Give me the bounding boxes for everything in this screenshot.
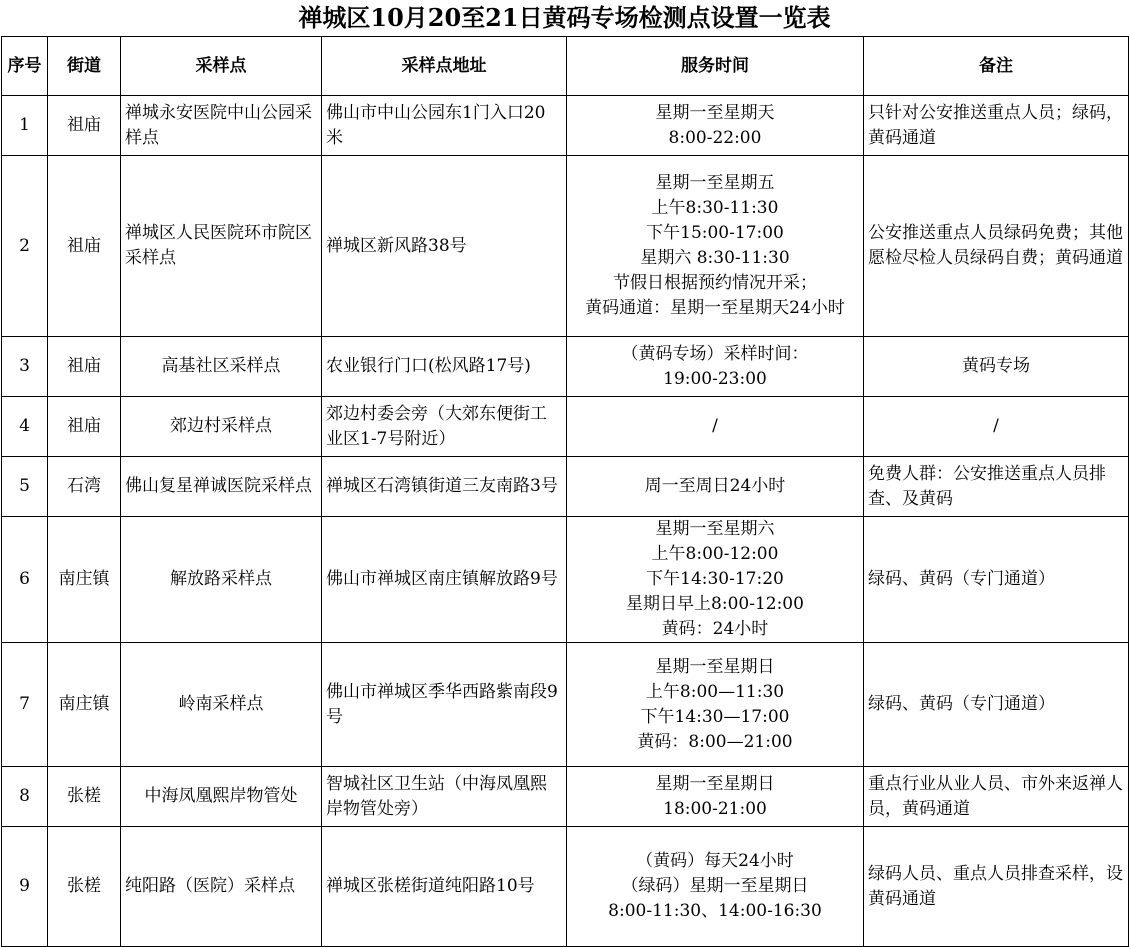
cell-site: 纯阳路（医院）采样点 — [121, 827, 322, 947]
cell-note: 重点行业从业人员、市外来返禅人员，黄码通道 — [864, 767, 1129, 827]
cell-street: 南庄镇 — [48, 643, 121, 767]
cell-address: 禅城区张槎街道纯阳路10号 — [322, 827, 567, 947]
cell-address: 佛山市中山公园东1门入口20米 — [322, 96, 567, 156]
cell-note: / — [864, 397, 1129, 457]
table-row — [2, 517, 1129, 643]
cell-address: 禅城区新风路38号 — [322, 156, 567, 337]
time-line: 星期一至星期天 — [655, 102, 775, 123]
header-note: 备注 — [864, 37, 1129, 96]
time-line: 18:00-21:00 — [663, 798, 767, 819]
cell-no: 1 — [2, 96, 48, 156]
time-line: 下午14:30-17:20 — [646, 569, 784, 589]
cell-street: 祖庙 — [48, 96, 121, 156]
cell-site: 佛山复星禅诚医院采样点 — [121, 457, 322, 517]
cell-no: 8 — [2, 767, 48, 827]
cell-note: 公安推送重点人员绿码免费；其他愿检尽检人员绿码自费；黄码通道 — [864, 156, 1129, 337]
time-line: 星期六 8:30-11:30 — [640, 248, 790, 268]
time-line: 上午8:30-11:30 — [651, 198, 779, 218]
cell-note: 绿码人员、重点人员排查采样，设黄码通道 — [864, 827, 1129, 947]
time-line: 上午8:00-12:00 — [651, 544, 779, 564]
time-line: 黄码：8:00—21:00 — [637, 731, 793, 752]
cell-note: 绿码、黄码（专门通道） — [864, 643, 1129, 767]
time-line: （黄码专场）采样时间： — [621, 343, 809, 364]
time-line: 黄码：24小时 — [661, 619, 769, 639]
time-line: 上午8:00—11:30 — [645, 681, 785, 702]
cell-street: 张槎 — [48, 827, 121, 947]
time-line: 黄码通道：星期一至星期天24小时 — [585, 298, 845, 318]
cell-street: 祖庙 — [48, 337, 121, 397]
header-street: 街道 — [48, 37, 121, 96]
cell-note: 绿码、黄码（专门通道） — [864, 517, 1129, 643]
cell-note: 只针对公安推送重点人员；绿码，黄码通道 — [864, 96, 1129, 156]
cell-street: 张槎 — [48, 767, 121, 827]
table-row — [2, 457, 1129, 517]
header-row — [2, 37, 1129, 96]
time-line: / — [712, 416, 718, 436]
cell-address: 智城社区卫生站（中海凤凰熙岸物管处旁） — [322, 767, 567, 827]
cell-street: 石湾 — [48, 457, 121, 517]
cell-address: 佛山市禅城区南庄镇解放路9号 — [322, 517, 567, 643]
cell-street: 祖庙 — [48, 156, 121, 337]
cell-time — [567, 96, 864, 156]
cell-address: 禅城区石湾镇街道三友南路3号 — [322, 457, 567, 517]
cell-time — [567, 643, 864, 767]
cell-no: 7 — [2, 643, 48, 767]
cell-no: 2 — [2, 156, 48, 337]
cell-no: 3 — [2, 337, 48, 397]
table-row — [2, 767, 1129, 827]
cell-time — [567, 767, 864, 827]
table-row — [2, 96, 1129, 156]
table-row — [2, 397, 1129, 457]
cell-no: 5 — [2, 457, 48, 517]
cell-street: 南庄镇 — [48, 517, 121, 643]
table-row — [2, 337, 1129, 397]
table-row — [2, 827, 1129, 947]
time-line: 8:00-11:30、14:00-16:30 — [608, 901, 822, 921]
time-line: 星期一至星期五 — [655, 173, 775, 193]
cell-time — [567, 457, 864, 517]
time-line: 下午15:00-17:00 — [646, 223, 784, 243]
table-row — [2, 643, 1129, 767]
time-line: 星期一至星期六 — [655, 519, 775, 539]
cell-site: 高基社区采样点 — [121, 337, 322, 397]
time-line: 下午14:30—17:00 — [640, 706, 790, 727]
cell-site: 禅城区人民医院环市院区采样点 — [121, 156, 322, 337]
cell-note: 免费人群：公安推送重点人员排查、及黄码 — [864, 457, 1129, 517]
header-time: 服务时间 — [567, 37, 864, 96]
header-address: 采样点地址 — [322, 37, 567, 96]
header-no: 序号 — [2, 37, 48, 96]
cell-no: 6 — [2, 517, 48, 643]
cell-address: 佛山市禅城区季华西路紫南段9号 — [322, 643, 567, 767]
page-title: 禅城区10月20至21日黄码专场检测点设置一览表 — [298, 3, 831, 32]
header-site: 采样点 — [121, 37, 322, 96]
time-line: 星期一至星期日 — [655, 656, 775, 677]
cell-site: 中海凤凰熙岸物管处 — [121, 767, 322, 827]
testing-sites-table — [1, 36, 1129, 947]
cell-site: 禅城永安医院中山公园采样点 — [121, 96, 322, 156]
cell-site: 解放路采样点 — [121, 517, 322, 643]
cell-address: 郊边村委会旁（大郊东便街工业区1-7号附近） — [322, 397, 567, 457]
cell-address: 农业银行门口(松风路17号) — [322, 337, 567, 397]
cell-site: 岭南采样点 — [121, 643, 322, 767]
cell-time — [567, 827, 864, 947]
cell-time — [567, 156, 864, 337]
time-line: 19:00-23:00 — [663, 368, 767, 389]
cell-street: 祖庙 — [48, 397, 121, 457]
cell-no: 9 — [2, 827, 48, 947]
time-line: 8:00-22:00 — [668, 127, 762, 148]
time-line: （绿码）星期一至星期日 — [621, 876, 809, 896]
cell-time — [567, 397, 864, 457]
time-line: 星期日早上8:00-12:00 — [626, 594, 804, 614]
time-line: （黄码）每天24小时 — [636, 851, 794, 871]
cell-no: 4 — [2, 397, 48, 457]
cell-time — [567, 337, 864, 397]
cell-site: 郊边村采样点 — [121, 397, 322, 457]
cell-time — [567, 517, 864, 643]
table-row — [2, 156, 1129, 337]
time-line: 节假日根据预约情况开采； — [613, 273, 817, 293]
time-line: 周一至周日24小时 — [644, 476, 786, 496]
cell-note: 黄码专场 — [864, 337, 1129, 397]
time-line: 星期一至星期日 — [655, 773, 775, 794]
